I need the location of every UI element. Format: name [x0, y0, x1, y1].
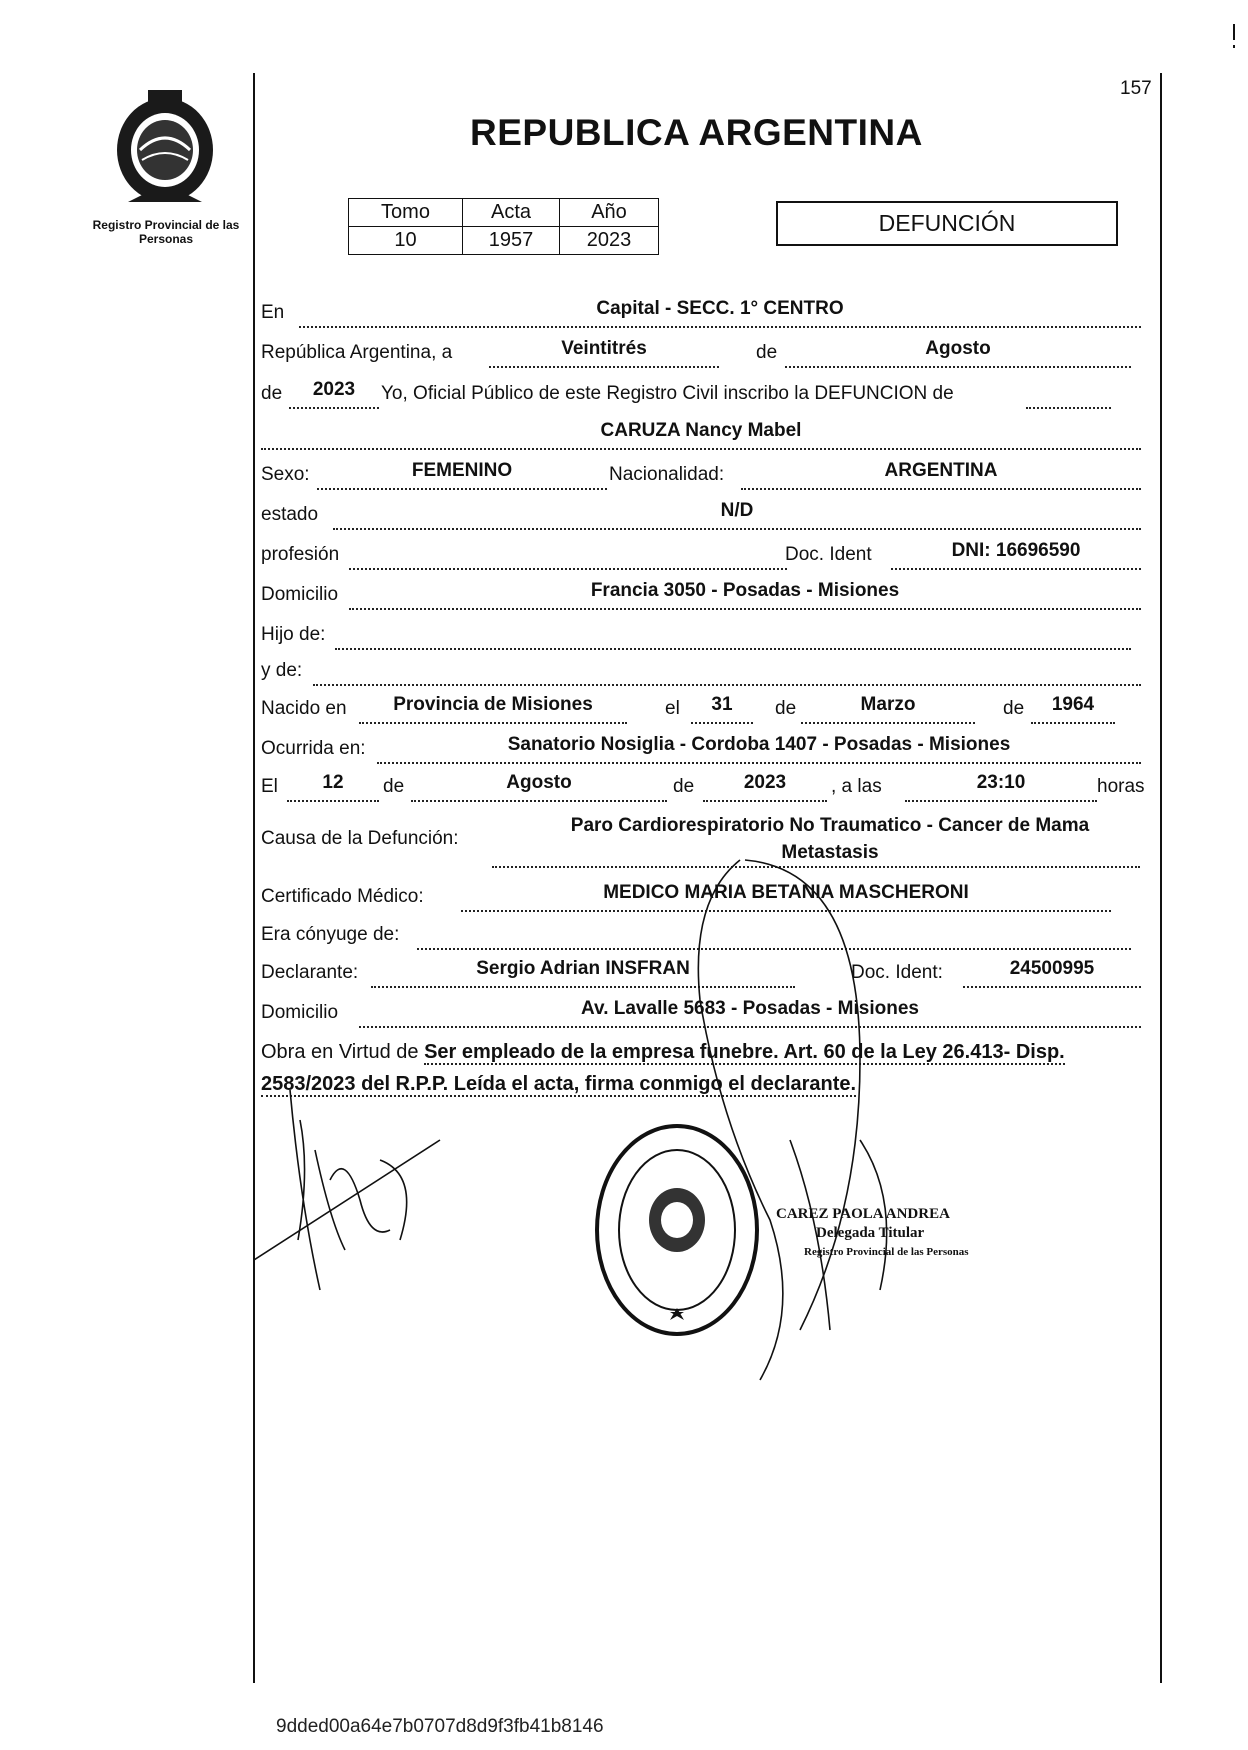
row-place: [261, 296, 1141, 328]
decl-domicilio-value: Av. Lavalle 5683 - Posadas - Misiones: [581, 998, 919, 1019]
row-declarant: [261, 956, 1141, 988]
death-day-field: [287, 770, 379, 802]
death-year-field: [703, 770, 827, 802]
official-seal: [590, 1118, 765, 1343]
death-time-field: [905, 770, 1097, 802]
birth-day-field: [691, 692, 753, 724]
death-time-value: 23:10: [976, 772, 1026, 793]
death-place-field: [377, 732, 1141, 764]
death-place-value: Sanatorio Nosiglia - Cordoba 1407 - Posadas - Misiones: [507, 734, 1011, 755]
cause-line-1: Paro Cardiorespiratorio No Traumatico - Cancer de Mama: [570, 815, 1090, 836]
row-date: [261, 336, 1141, 368]
row-parent1: [261, 618, 1141, 650]
yde-field: [313, 654, 1141, 686]
birth-day-value: 31: [711, 694, 733, 715]
death-month-value: Agosto: [506, 772, 572, 793]
row-declarant-domicile: [261, 996, 1141, 1028]
oficial-text: Yo, Oficial Público de este Registro Civil inscribo la DEFUNCION de: [381, 383, 954, 404]
row-death-date: [261, 770, 1145, 802]
alas-label: , a las: [831, 776, 882, 797]
official-role: Delegada Titular: [816, 1225, 925, 1241]
row-death-place: [261, 732, 1141, 764]
cause-line-2: Metastasis: [781, 842, 879, 863]
de-label: de: [756, 342, 778, 363]
profesion-field: [349, 538, 787, 570]
birth-place-value: Provincia de Misiones: [393, 694, 593, 715]
corner-mark-dot: [1233, 45, 1235, 48]
corner-mark: [1233, 24, 1235, 40]
sexo-label: Sexo:: [261, 464, 310, 485]
certificado-field: [461, 880, 1111, 912]
row-domicile: [261, 578, 1141, 610]
hijo-field: [335, 618, 1131, 650]
decl-doc-label: Doc. Ident:: [851, 962, 943, 983]
page-number: 157: [1120, 78, 1152, 99]
conyuge-field: [417, 918, 1131, 950]
conyuge-label: Era cónyuge de:: [261, 924, 400, 945]
register-table: [348, 198, 659, 255]
death-de2-label: de: [673, 776, 695, 797]
row-spouse: [261, 918, 1141, 950]
sexo-field: [317, 458, 607, 490]
declarante-label: Declarante:: [261, 962, 359, 983]
row-birth: [261, 692, 1141, 724]
organization-name: Registro Provincial de las Personas: [92, 218, 240, 246]
left-margin-line: [253, 73, 255, 1683]
doc-field: [891, 538, 1141, 570]
declarante-value: Sergio Adrian INSFRAN: [476, 958, 690, 979]
day-value: Veintitrés: [561, 338, 647, 359]
right-margin-line: [1160, 73, 1162, 1683]
certificate-type: DEFUNCIÓN: [776, 201, 1118, 246]
horas-label: horas: [1097, 776, 1145, 797]
sexo-value: FEMENINO: [411, 460, 513, 481]
province-emblem: [108, 86, 222, 210]
certificado-value: MEDICO MARIA BETANIA MASCHERONI: [603, 882, 969, 903]
place-value: Capital - SECC. 1° CENTRO: [596, 298, 844, 319]
birth-year-field: [1031, 692, 1115, 724]
domicilio-value: Francia 3050 - Posadas - Misiones: [590, 580, 900, 601]
document-hash: 9dded00a64e7b0707d8d9f3fb41b8146: [276, 1716, 604, 1737]
de2-label: de: [261, 383, 283, 404]
ocurrida-label: Ocurrida en:: [261, 738, 366, 759]
el2-label: El: [261, 776, 278, 797]
register-header-ano: Año: [560, 199, 659, 227]
doc-label: Doc. Ident: [785, 544, 872, 565]
birth-de-label: de: [775, 698, 797, 719]
row-sex-nationality: [261, 458, 1141, 490]
month-field: [785, 336, 1131, 368]
death-day-value: 12: [322, 772, 344, 793]
decl-doc-field: [963, 956, 1141, 988]
hijo-label: Hijo de:: [261, 624, 326, 645]
nacionalidad-label: Nacionalidad:: [609, 464, 725, 485]
obra-label: Obra en Virtud de: [261, 1041, 419, 1063]
register-value-acta: 1957: [463, 227, 560, 255]
row-parent2: [261, 654, 1141, 686]
birth-place-field: [359, 692, 627, 724]
register-header-tomo: Tomo: [349, 199, 463, 227]
register-header-acta: Acta: [463, 199, 560, 227]
birth-de2-label: de: [1003, 698, 1025, 719]
year-value: 2023: [312, 379, 356, 400]
obra-paragraph: [261, 1036, 1131, 1100]
cause-underline: [492, 866, 1140, 868]
row-profession: [261, 538, 1141, 570]
causa-label: Causa de la Defunción:: [261, 828, 459, 849]
day-field: [489, 336, 719, 368]
certificado-label: Certificado Médico:: [261, 886, 424, 907]
month-value: Agosto: [925, 338, 991, 359]
cause-of-death: [530, 812, 1130, 866]
el-label: el: [665, 698, 680, 719]
official-name: CAREZ PAOLA ANDREA: [776, 1206, 950, 1222]
register-value-tomo: 10: [349, 227, 463, 255]
nacionalidad-field: [741, 458, 1141, 490]
doc-value: DNI: 16696590: [951, 540, 1081, 561]
deceased-name-field: [261, 418, 1141, 450]
official-org: Registro Provincial de las Personas: [804, 1246, 969, 1258]
profesion-label: profesión: [261, 544, 340, 565]
estado-value: N/D: [720, 500, 754, 521]
domicilio-label: Domicilio: [261, 584, 339, 605]
obra-value: Ser empleado de la empresa funebre. Art. 60 de la Ley 26.413- Disp. 2583/2023 del R.P.P. Leída el acta, firma conmigo el declarante.: [261, 1041, 1065, 1095]
nacionalidad-value: ARGENTINA: [884, 460, 998, 481]
birth-month-field: [801, 692, 975, 724]
row-estado: [261, 498, 1141, 530]
decl-doc-value: 24500995: [1009, 958, 1095, 979]
yde-label: y de:: [261, 660, 303, 681]
birth-month-value: Marzo: [860, 694, 916, 715]
row-inscription: [261, 377, 1141, 409]
year-field: [289, 377, 379, 409]
birth-year-value: 1964: [1051, 694, 1095, 715]
death-de-label: de: [383, 776, 405, 797]
row-certificate: [261, 880, 1141, 912]
inscription-trailing-field: [1026, 377, 1111, 409]
en-label: En: [261, 302, 285, 323]
nacido-label: Nacido en: [261, 698, 347, 719]
estado-label: estado: [261, 504, 319, 525]
document-title: REPUBLICA ARGENTINA: [470, 112, 923, 153]
place-field: [299, 296, 1141, 328]
republica-label: República Argentina, a: [261, 342, 453, 363]
decl-domicilio-label: Domicilio: [261, 1002, 339, 1023]
register-value-ano: 2023: [560, 227, 659, 255]
row-name: [261, 418, 1141, 450]
domicilio-field: [349, 578, 1141, 610]
decl-domicilio-field: [359, 996, 1141, 1028]
declarante-field: [371, 956, 795, 988]
death-year-value: 2023: [743, 772, 787, 793]
death-month-field: [411, 770, 667, 802]
estado-field: [333, 498, 1141, 530]
deceased-name-value: CARUZA Nancy Mabel: [600, 420, 802, 441]
official-stamp-text: [776, 1205, 969, 1262]
